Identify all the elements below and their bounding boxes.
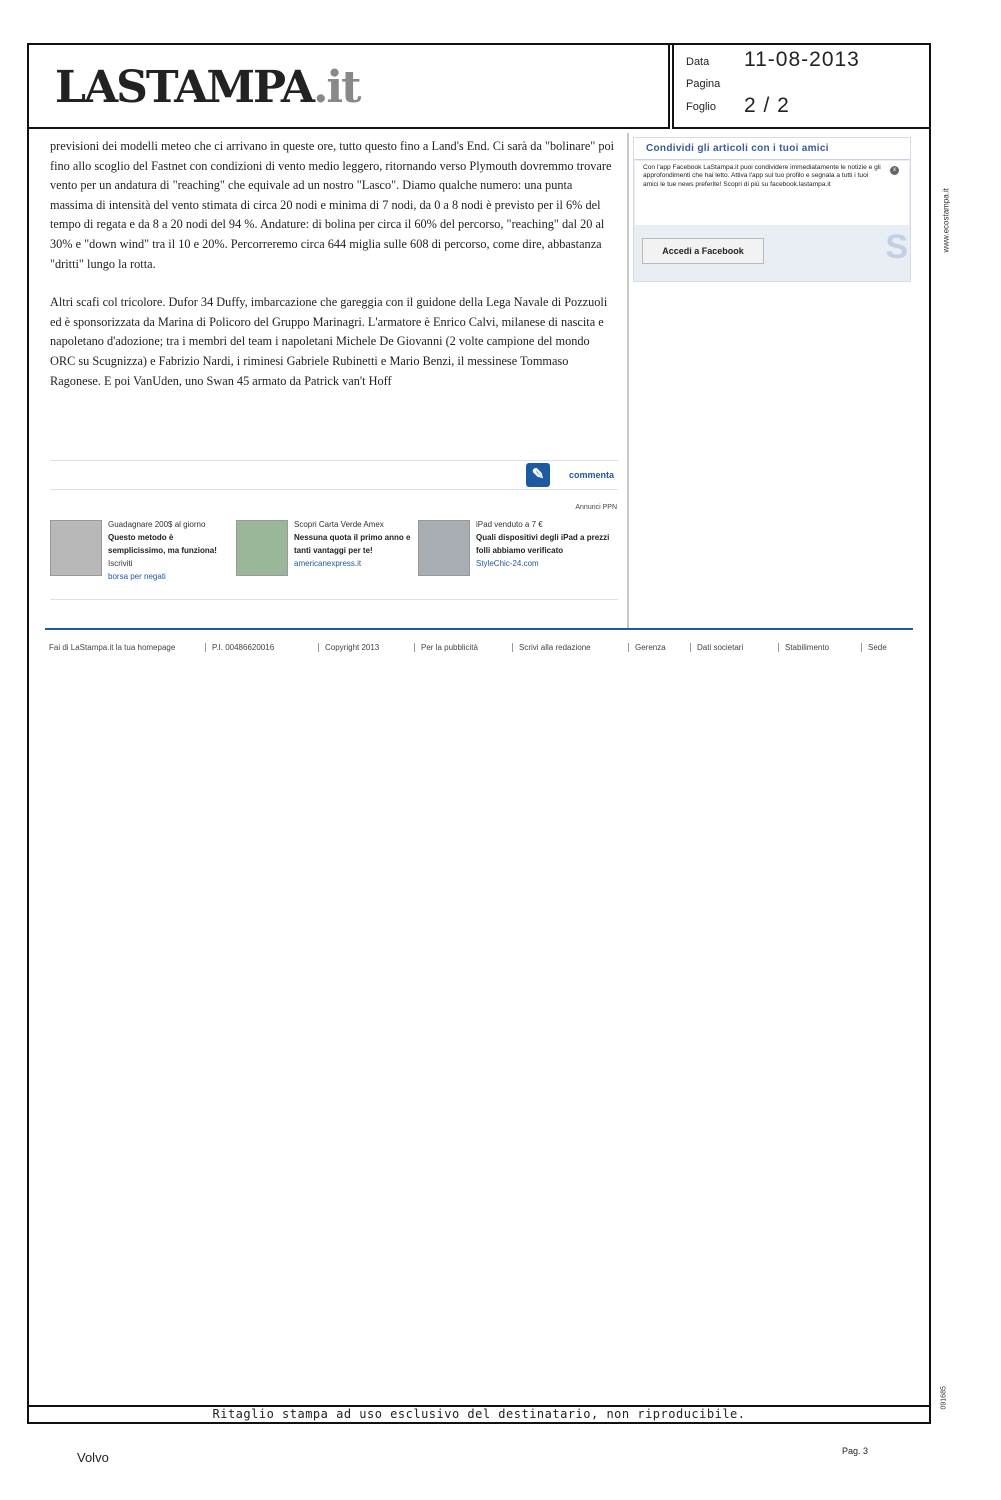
article-body [50, 137, 618, 410]
pencil-icon[interactable]: ✎ [526, 463, 550, 487]
pagina-label: Pagina [686, 78, 721, 90]
footer-link[interactable]: Gerenza [628, 643, 666, 652]
footer-link[interactable]: Per la pubblicità [414, 643, 478, 652]
footer-link[interactable]: Fai di LaStampa.it la tua homepage [49, 643, 176, 652]
footer-link[interactable]: Scrivi alla redazione [512, 643, 591, 652]
footer-divider [45, 628, 913, 630]
footer-nav [45, 643, 913, 657]
ad-description: Nessuna quota il primo anno e tanti vantaggi per te! [294, 533, 411, 555]
side-code-text: 091685 [940, 1386, 948, 1410]
logo-suffix: .it [313, 62, 360, 113]
comment-link[interactable]: commenta [568, 470, 614, 480]
footer-link[interactable]: Sede [861, 643, 887, 652]
comment-bar [50, 460, 618, 490]
masthead [27, 43, 670, 129]
ad-title[interactable]: iPad venduto a 7 € [476, 520, 543, 529]
facebook-box-text: Con l'app Facebook LaStampa.it puoi condividere immediatamente le notizie e gli approfondimenti che hai letto. Attiva l'app sul tuo profilo e segnala a tutti i tuoi amici le tue news preferite! Scopri di più su facebook.lastampa.it [643, 164, 881, 188]
column-divider [627, 133, 629, 630]
ad-link[interactable]: borsa per negati [108, 572, 166, 581]
ad-description: Questo metodo è semplicissimo, ma funziona! [108, 533, 217, 555]
client-name: Volvo [77, 1450, 109, 1465]
side-url-vertical [937, 145, 949, 255]
side-url-text: www.ecostampa.it [941, 188, 951, 253]
footer-link[interactable]: Stabilimento [778, 643, 829, 652]
ad-description: Quali dispositivi degli iPad a prezzi folli abbiamo verificato [476, 533, 610, 555]
ad-link[interactable]: StyleChic-24.com [476, 559, 539, 568]
data-value: 11-08-2013 [744, 48, 860, 71]
page-number: Pag. 3 [842, 1446, 869, 1456]
article-paragraph: Altri scafi col tricolore. Dufor 34 Duffy, imbarcazione che gareggia con il guidone della Lega Navale di Pozzuoli ed è sponsorizzata da Marina di Policoro del Gruppo Marinagri. L'armatore è Enrico Calvi, milanese di nascita e napoletano d'adozione; tra i membri del team i napoletani Michele De Giovanni (2 volte campione del mondo ORC su Scugnizza) e Fabrizio Nardi, i riminesi Gabriele Rubinetti e Mario Benzi, il messinese Tommaso Ragonese. E poi VanUden, uno Swan 45 armato da Patrick van't Hoff [50, 295, 608, 388]
logo-main: LASTAMPA [55, 62, 314, 113]
annunci-label[interactable]: Annunci PPN [575, 504, 617, 511]
facebook-box-body [635, 161, 909, 225]
ad-title[interactable]: Guadagnare 200$ al giorno [108, 520, 206, 529]
ad-thumbnail[interactable] [236, 520, 288, 576]
facebook-box-title: Condividi gli articoli con i tuoi amici [634, 138, 910, 160]
clipping-disclaimer: Ritaglio stampa ad uso esclusivo del destinatario, non riproducibile. [212, 1407, 746, 1421]
ad-link[interactable]: americanexpress.it [294, 559, 362, 568]
ad-thumbnail[interactable] [50, 520, 102, 576]
sponsored-ads [50, 516, 618, 600]
lastampa-logo[interactable] [55, 63, 359, 113]
lastampa-s-icon: S [885, 228, 908, 266]
clipping-meta [672, 43, 931, 129]
footer-link[interactable]: Dati societari [690, 643, 743, 652]
facebook-login-button[interactable]: Accedi a Facebook [642, 238, 764, 264]
ad-thumbnail[interactable] [418, 520, 470, 576]
ad-title[interactable]: Scopri Carta Verde Amex [294, 520, 384, 529]
data-label: Data [686, 56, 710, 68]
close-icon[interactable]: x [890, 166, 899, 175]
ad-extra: Iscriviti [108, 559, 133, 568]
footer-link: Copyright 2013 [318, 643, 379, 652]
footer-link: P.I. 00486620016 [205, 643, 274, 652]
article-paragraph: previsioni dei modelli meteo che ci arrivano in queste ore, tutto questo fino a Land's End. Ci sarà da "bolinare" poi fino allo scoglio del Fastnet con condizioni di vento medio leggero, ritornando verso Plymouth dovremmo trovare vento per un andatura di "reaching" che equivale ad un nostro "Lasco". Diamo qualche numero: una punta massima di intensità del vento stimata di circa 20 nodi e minima di 7 nodi, da 0 a 8 nodi è previsto per il 6% del tempo di regata e da 8 a 20 nodi del 94 %. Andature: di bolina per circa il 60% del percorso, "reaching" dal 20 al 30% e "down wind" tra il 10 e 20%. Percorreremo circa 644 miglia sulle 608 di percorso, come dire, abbastanza "dritti" lungo la rotta. [50, 139, 615, 271]
side-code-vertical [937, 1365, 949, 1409]
facebook-share-box [633, 137, 911, 282]
foglio-label: Foglio [686, 101, 716, 113]
foglio-value: 2 / 2 [744, 94, 790, 117]
